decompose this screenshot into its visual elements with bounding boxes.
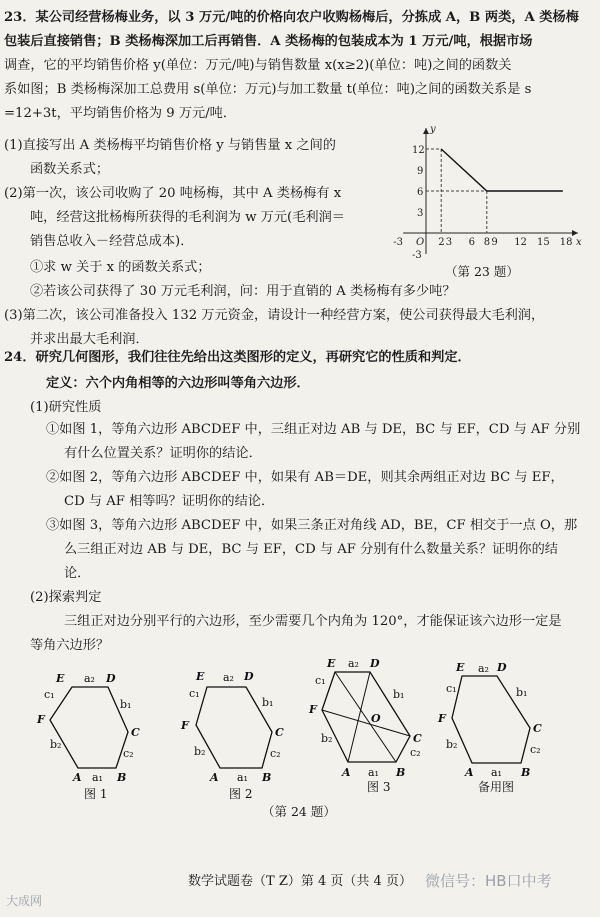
q24-line-7: CD 与 AF 相等吗？证明你的结论． [64,494,275,509]
hexagon-2-outline [196,687,272,768]
hex4-label-C: C [533,722,542,735]
origin-label: O [416,237,425,248]
watermark-left: 大成网 [6,894,43,908]
hexagon-figure-1 [36,672,140,800]
hex3-label-A: A [342,766,351,779]
hex1-label-E: E [56,672,65,685]
hex2-label-b1: b₁ [262,696,274,709]
figure-1-caption: 图 1 [84,787,108,800]
hex2-label-C: C [275,726,284,739]
hexagon-figure-spare [437,661,542,794]
hex4-label-b2: b₂ [446,738,458,751]
hex1-label-b1: b₁ [120,698,132,711]
x-tick-1: 2 [438,237,445,248]
hex4-label-E: E [456,661,465,674]
hex3-label-B: B [396,766,406,779]
x-axis-label: x [576,237,582,248]
hex1-label-C: C [131,726,140,739]
hex4-label-c1: c₁ [446,682,457,695]
q24-part-1: (1)研究性质 [30,400,102,415]
hex3-label-F: F [309,703,317,716]
hex2-label-a1: a₁ [237,771,248,784]
q24-line-10: 论． [64,566,91,581]
q23-line-12: ②若该公司获得了 30 万元毛利润，问：用于直销的 A 类杨梅有多少吨？ [30,284,456,299]
q23-line-3: 调查，它的平均销售价格 y(单位：万元/吨)与销售数量 x(x≥2)(单位：吨)之间的函数关 [4,58,512,73]
hex3-label-b2: b₂ [321,732,333,745]
page-footer: 数学试题卷（T Z）第 4 页（共 4 页） [188,874,412,889]
hex2-label-a2: a₂ [223,671,234,684]
hex4-label-a2: a₂ [478,662,489,675]
hex1-label-A: A [73,771,82,784]
hex2-label-c1: c₁ [189,687,200,700]
hex2-label-E: E [196,670,205,683]
watermark-right: 微信号：HB口中考 [425,872,552,890]
hexagon-1-outline [50,687,128,768]
figure-2-caption: 图 2 [229,787,253,800]
hex3-label-C: C [413,732,422,745]
hex3-label-c2: c₂ [410,746,421,759]
hex1-label-c1: c₁ [44,688,55,701]
q23-line-13: (3)第二次，该公司准备投入 132 万元资金，请设计一种经营方案，使公司获得最大毛利润， [4,308,545,323]
hex2-label-b2: b₂ [194,745,206,758]
y-tick-0: 12 [412,145,425,156]
hex2-label-A: A [210,771,219,784]
hex4-label-a1: a₁ [491,766,502,779]
x-tick-2: 3 [445,237,453,248]
y-axis-label: y [430,124,436,135]
hex1-label-c2: c₂ [123,747,134,760]
q23-line-9: 吨，经营这批杨梅所获得的毛利润为 w 万元(毛利润＝ [30,210,345,225]
hex4-label-A: A [465,766,474,779]
hex3-label-b1: b₁ [393,688,405,701]
hex3-label-E: E [327,657,336,670]
x-tick-5: 9 [491,237,498,248]
q24-line-8: ③如图 3，等角六边形 ABCDEF 中，如果三条正对角线 AD，BE，CF 相交于一点 O，那 [46,518,578,533]
q23-line-1: 23．某公司经营杨梅业务，以 3 万元/吨的价格向农户收购杨梅后，分拣成 A，B 两类，A 类杨梅 [4,10,579,25]
x-tick-4: 8 [483,237,491,248]
hex1-label-a2: a₂ [84,672,95,685]
hex1-label-F: F [37,713,45,726]
hex3-label-a1: a₁ [368,766,379,779]
q23-line-6: (1)直接写出 A 类杨梅平均销售价格 y 与销售量 x 之间的 [4,138,336,153]
hex2-label-F: F [181,719,189,732]
q24-line-4: ①如图 1，等角六边形 ABCDEF 中，三组正对边 AB 与 DE，BC 与 EF，CD 与 AF 分别 [46,422,581,437]
hex1-label-b2: b₂ [50,738,62,751]
q24-line-1: 24．研究几何图形，我们往往先给出这类图形的定义，再研究它的性质和判定． [4,350,471,365]
x-tick-3: 6 [468,237,475,248]
hexagon-figure-3 [308,657,422,794]
y-tick-4: -3 [412,250,422,261]
figure-spare-caption: 备用图 [478,780,515,794]
x-tick-7: 15 [537,237,550,248]
hexagon-figure-2 [180,670,284,800]
q23-figure-caption: （第 23 题） [445,264,519,279]
q24-line-5: 有什么位置关系？证明你的结论． [64,446,262,461]
y-tick-3: 3 [417,208,424,219]
y-tick-2: 6 [417,187,424,198]
series-line [441,149,563,191]
y-axis-arrow [423,128,429,134]
q23-line-10: 销售总收入－经营总成本)． [30,234,194,249]
q23-line-8: (2)第一次，该公司收购了 20 吨杨梅，其中 A 类杨梅有 x [4,186,342,201]
hex3-label-a2: a₂ [348,657,359,670]
hex2-label-D: D [244,670,254,683]
q23-line-2: 包装后直接销售；B 类杨梅深加工后再销售．A 类杨梅的包装成本为 1 万元/吨，根据市场 [4,34,533,49]
q23-line-4: 系如图；B 类杨梅深加工总费用 s(单位：万元)与加工数量 t(单位：吨)之间的函数关系是 s [4,82,532,97]
q23-line-14: 并求出最大毛利润． [30,332,149,347]
q24-line-6: ②如图 2，等角六边形 ABCDEF 中，如果有 AB＝DE，则其余两组正对边 BC 与 EF， [46,470,564,485]
q23-line-5: =12+3t，平均销售价格为 9 万元/吨． [4,106,237,121]
hex4-label-b1: b₁ [516,686,528,699]
q24-figure-caption: （第 24 题） [262,804,336,819]
hex1-label-a1: a₁ [92,771,103,784]
x-axis-arrow [572,230,578,236]
hex3-label-D: D [370,657,380,670]
q24-part-2: (2)探索判定 [30,590,102,605]
hex2-label-c2: c₂ [270,747,281,760]
q24-line-9: 么三组正对边 AB 与 DE，BC 与 EF，CD 与 AF 分别有什么数量关系？证明你的结 [64,542,558,557]
hex1-label-D: D [106,672,116,685]
x-tick-6: 12 [514,237,527,248]
diagonal-AD [348,672,370,762]
hex1-label-B: B [117,771,127,784]
q24-line-12: 三组正对边分别平行的六边形，至少需要几个内角为 120°，才能保证该六边形一定是 [64,614,562,629]
hex3-label-c1: c₁ [315,674,326,687]
hex3-label-O: O [371,712,381,725]
y-tick-1: 9 [417,166,424,177]
hex2-label-B: B [262,771,272,784]
hex4-label-F: F [438,712,446,725]
q23-line-7: 函数关系式； [30,162,110,177]
q24-hexagon-figures [0,650,600,800]
hex4-label-c2: c₂ [530,743,541,756]
q24-line-13: 等角六边形？ [30,638,110,653]
q23-function-graph [392,108,592,263]
q24-definition: 定义：六个内角相等的六边形叫等角六边形． [46,376,310,391]
figure-3-caption: 图 3 [367,780,391,794]
q23-line-11: ①求 w 关于 x 的函数关系式； [30,260,211,275]
x-tick-0: -3 [393,237,403,248]
x-tick-8: 18 [559,237,573,248]
hex4-label-B: B [521,766,531,779]
hex4-label-D: D [497,661,507,674]
